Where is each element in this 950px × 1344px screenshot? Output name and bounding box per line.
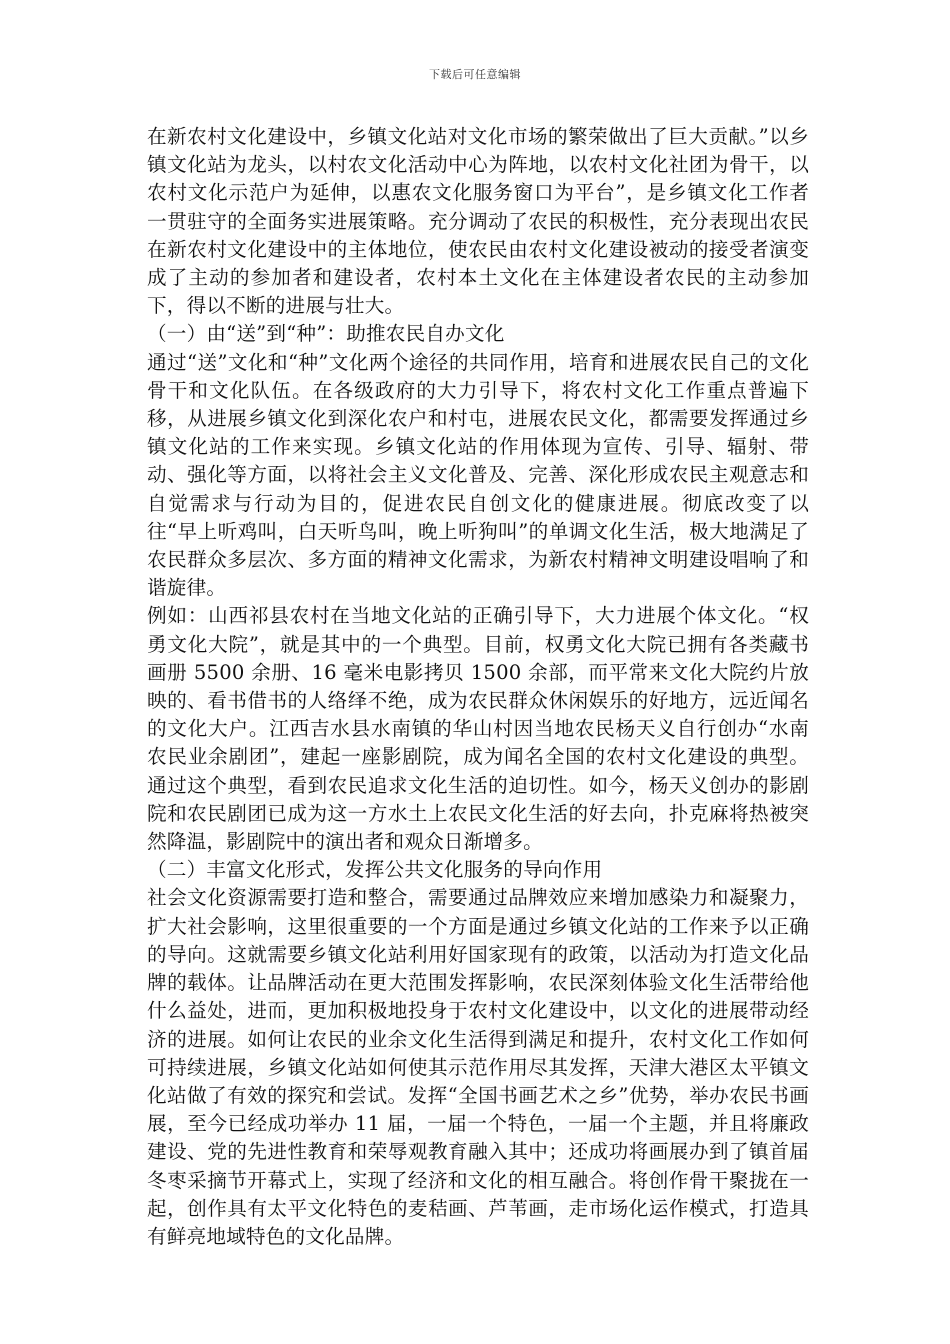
paragraph-section-2: 社会文化资源需要打造和整合，需要通过品牌效应来增加感染力和凝聚力，扩大社会影响，这里很重要的一个方面是通过乡镇文化站的工作来予以正确的导向。这就需要乡镇文化站利用好国家现有的政策，以活动为打造文化品牌的载体。让品牌活动在更大范围发挥影响，农民深刻体验文化生活带给他什么益处，进而，更加积极地投身于农村文化建设中，以文化的进展带动经济的进展。如何让农民的业余文化生活得到满足和提升，农村文化工作如何可持续进展，乡镇文化站如何使其示范作用尽其发挥，天津大港区太平镇文化站做了有效的探究和尝试。发挥“全国书画艺术之乡”优势，举办农民书画展，至今已经成功举办 11 届，一届一个特色，一届一个主题，并且将廉政建设、党的先进性教育和荣辱观教育融入其中；还成功将画展办到了镇首届冬枣采摘节开幕式上，实现了经济和文化的相互融合。将创作骨干聚拢在一起，创作具有太平文化特色的麦秸画、芦苇画，走市场化运作模式，打造具有鲜亮地域特色的文化品牌。 [147,886,809,1248]
page-header-note: 下载后可任意编辑 [429,68,521,81]
section-heading-1: （一）由“送”到“种”：助推农民自办文化 [147,322,505,346]
paragraph-intro: 在新农村文化建设中，乡镇文化站对文化市场的繁荣做出了巨大贡献。”以乡镇文化站为龙头，以村农文化活动中心为阵地，以农村文化社团为骨干，以农村文化示范户为延伸，以惠农文化服务窗口为平台”，是乡镇文化工作者一贯驻守的全面务实进展策略。充分调动了农民的积极性，充分表现出农民在新农村文化建设中的主体地位，使农民由农村文化建设被动的接受者演变成了主动的参加者和建设者，农村本土文化在主体建设者农民的主动参加下，得以不断的进展与壮大。 [147,125,809,318]
paragraph-section-1: 通过“送”文化和“种”文化两个途径的共同作用，培育和进展农民自己的文化骨干和文化队伍。在各级政府的大力引导下，将农村文化工作重点普遍下移，从进展乡镇文化到深化农户和村屯，进展农民文化，都需要发挥通过乡镇文化站的工作来实现。乡镇文化站的作用体现为宣传、引导、辐射、带动、强化等方面，以将社会主义文化普及、完善、深化形成农民主观意志和自觉需求与行动为目的，促进农民自创文化的健康进展。彻底改变了以往“早上听鸡叫，白天听鸟叫，晚上听狗叫”的单调文化生活，极大地满足了农民群众多层次、多方面的精神文化需求，为新农村精神文明建设唱响了和谐旋律。 [147,350,809,600]
document-body [147,123,809,1251]
section-heading-2: （二）丰富文化形式，发挥公共文化服务的导向作用 [147,858,603,882]
paragraph-example: 例如：山西祁县农村在当地文化站的正确引导下，大力进展个体文化。“权勇文化大院”，就是其中的一个典型。目前，权勇文化大院已拥有各类藏书画册 5500 余册、16 毫米电影拷贝 1500 余部，而平常来文化大院约片放映的、看书借书的人络绎不绝，成为农民群众休闲娱乐的好地方，远近闻名的文化大户。江西吉水县水南镇的华山村因当地农民杨天义自行创办“水南农民业余剧团”，建起一座影剧院，成为闻名全国的农村文化建设的典型。通过这个典型，看到农民追求文化生活的迫切性。如今，杨天义创办的影剧院和农民剧团已成为这一方水土上农民文化生活的好去向，扑克麻将热被突然降温，影剧院中的演出者和观众日渐增多。 [147,604,809,854]
